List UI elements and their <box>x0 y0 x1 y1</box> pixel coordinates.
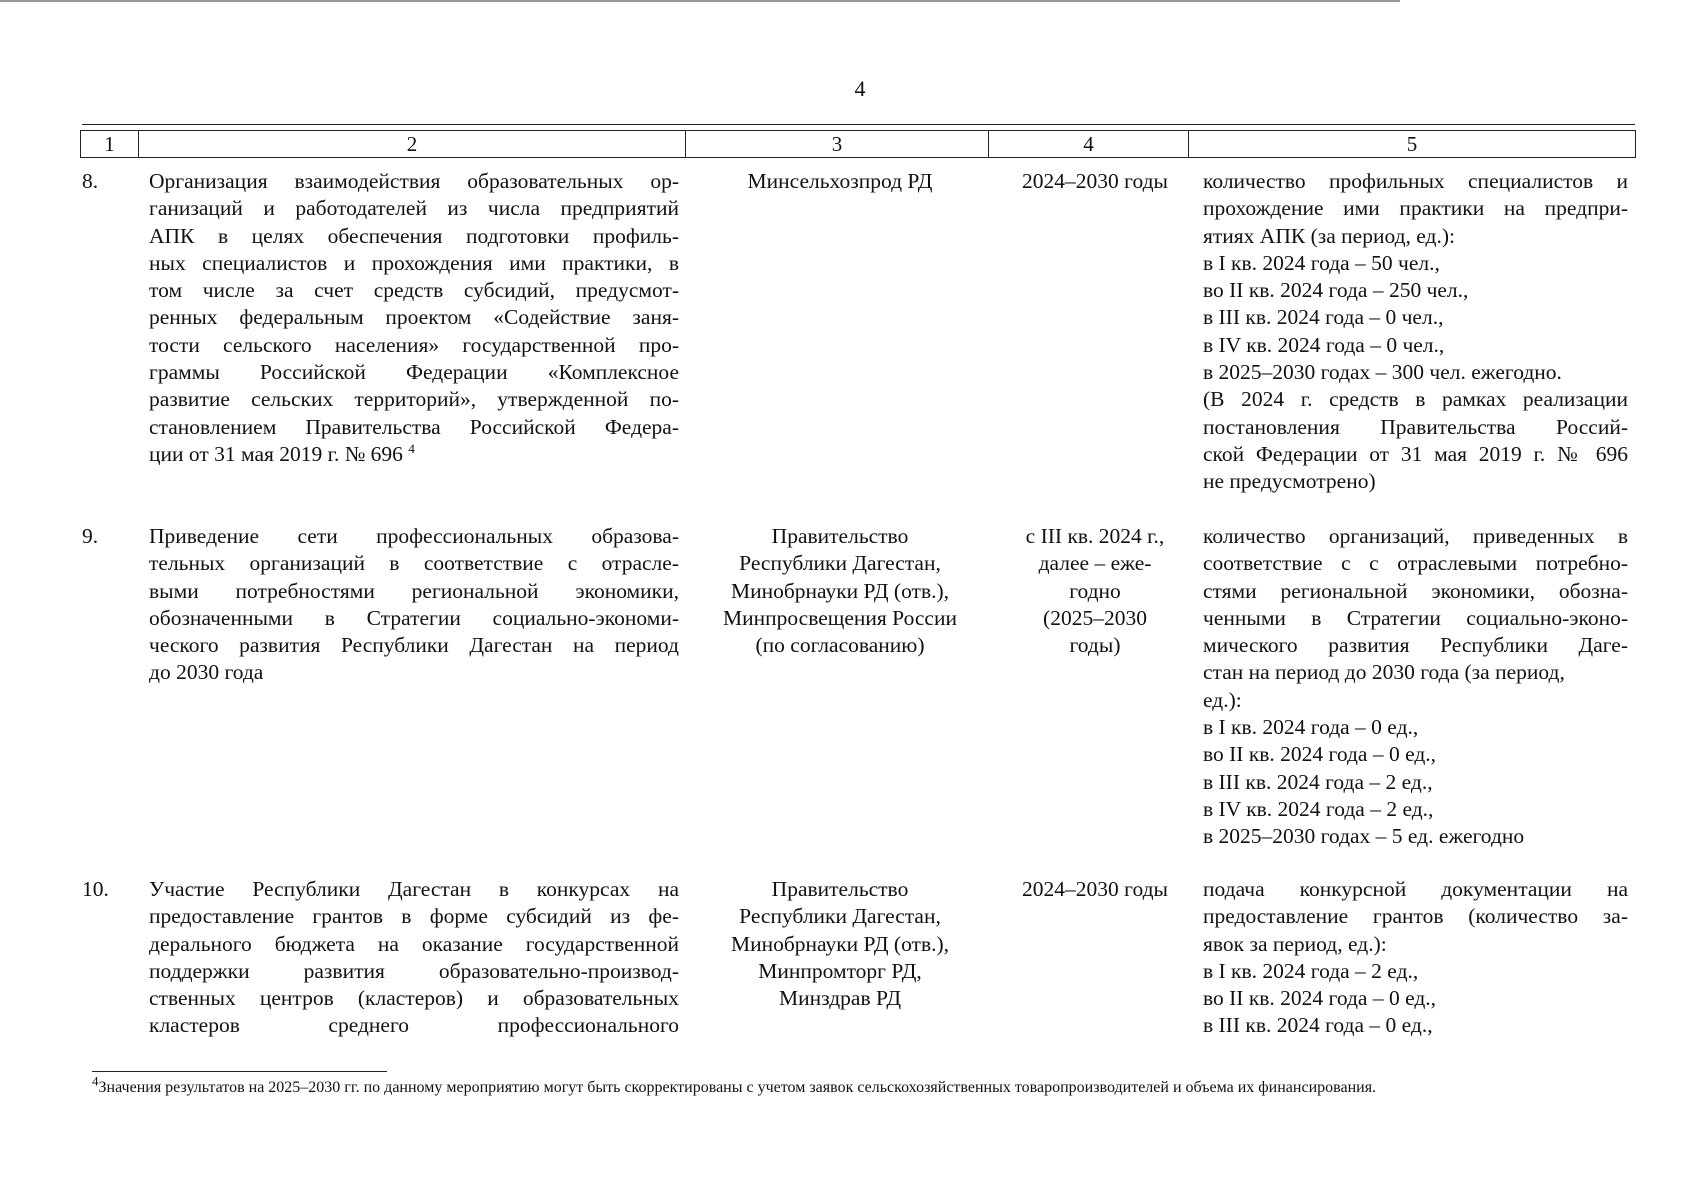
implementation-term <box>1000 168 1190 195</box>
text-line: соответствие с с отраслевыми потребно- <box>1203 551 1628 576</box>
table-header <box>80 130 1636 158</box>
text-line: Республики Дагестан, <box>739 551 941 576</box>
text-line: (В 2024 г. средств в рамках реализации <box>1203 387 1628 412</box>
text-line: ческого развития Республики Дагестан на период <box>149 633 679 658</box>
responsible-executors <box>690 876 990 1012</box>
scan-edge <box>0 0 1400 2</box>
result-indicator <box>1203 523 1628 851</box>
text-line-with-reference <box>149 441 679 468</box>
footnote-separator <box>92 1071 387 1072</box>
row-number: 10. <box>82 877 109 901</box>
text-line: ренных федеральным проектом «Содействие заня- <box>149 305 679 330</box>
text-line: прохождение ими практики на предпри- <box>1203 196 1628 221</box>
text-line: АПК в целях обеспечения подготовки профиль- <box>149 223 679 248</box>
text-line: обозначенными в Стратегии социально-экономи- <box>149 605 679 630</box>
text-line: 2024–2030 годы <box>1022 169 1168 193</box>
text-line: выми потребностями региональной экономики, <box>149 578 679 603</box>
footnote-marker: 4 <box>92 1073 99 1089</box>
text-line: Правительство <box>771 877 909 901</box>
text-line: Участие Республики Дагестан в конкурсах на <box>149 877 679 901</box>
text-line: постановления Правительства Россий- <box>1203 414 1628 439</box>
header-col-3: 3 <box>686 131 989 158</box>
text-line: ганизаций и работодателей из числа предприятий <box>149 196 679 221</box>
text-line: подача конкурсной документации на <box>1203 877 1628 901</box>
text-line: граммы Российской Федерации «Комплексное <box>149 360 679 385</box>
text-line: с III кв. 2024 г., <box>1025 524 1165 548</box>
text-line: тельных организаций в соответствие с отрасле- <box>149 551 679 576</box>
text-line: стями региональной экономики, обозна- <box>1203 578 1628 603</box>
text-line: во II кв. 2024 года – 0 ед., <box>1203 986 1437 1011</box>
measure-description <box>149 168 679 468</box>
text-line: годно <box>1069 578 1121 603</box>
row-number: 8. <box>82 169 99 193</box>
text-line: ской Федерации от 31 мая 2019 г. № 696 <box>1203 441 1628 466</box>
text-line: Минобрнауки РД (отв.), <box>730 578 950 603</box>
text-line: в I кв. 2024 года – 50 чел., <box>1203 250 1440 275</box>
text-line: количество организаций, приведенных в <box>1203 524 1628 548</box>
result-indicator <box>1203 168 1628 496</box>
text-line: стан на период до 2030 года (за период, <box>1203 660 1565 685</box>
header-col-4: 4 <box>989 131 1189 158</box>
text-line: ственных центров (кластеров) и образовательных <box>149 986 679 1011</box>
footnote-reference: 4 <box>408 440 415 456</box>
text-line: поддержки развития образовательно-производ- <box>149 958 679 983</box>
responsible-executors <box>690 523 990 659</box>
header-col-1: 1 <box>81 131 139 158</box>
text-line: в IV кв. 2024 года – 0 чел., <box>1203 332 1445 357</box>
implementation-term <box>1000 876 1190 903</box>
text-line: в 2025–2030 годах – 5 ед. ежегодно <box>1203 824 1525 849</box>
text-line: Организация взаимодействия образовательных ор- <box>149 169 679 193</box>
text-line: ченными в Стратегии социально-эконо- <box>1203 605 1628 630</box>
responsible-executors <box>690 168 990 195</box>
text-line: становлением Правительства Российской Федера- <box>149 414 679 439</box>
header-col-2: 2 <box>139 131 686 158</box>
text-line: Правительство <box>771 524 909 548</box>
text-line: Минздрав РД <box>779 986 901 1011</box>
text-line: дерального бюджета на оказание государственной <box>149 931 679 956</box>
text-line: (по согласованию) <box>755 633 925 658</box>
implementation-term <box>1000 523 1190 659</box>
text-line: развитие сельских территорий», утвержденной по- <box>149 387 679 412</box>
header-row <box>81 131 1636 158</box>
text-line: до 2030 года <box>149 660 264 685</box>
measure-description <box>149 523 679 687</box>
text-line: в IV кв. 2024 года – 2 ед., <box>1203 796 1434 821</box>
text-line: кластеров среднего профессионального <box>149 1013 679 1038</box>
text-line: Республики Дагестан, <box>739 904 941 929</box>
text-line: том числе за счет средств субсидий, предусмот- <box>149 278 679 303</box>
text-line: во II кв. 2024 года – 0 ед., <box>1203 742 1437 767</box>
text-line: ятиях АПК (за период, ед.): <box>1203 223 1455 248</box>
table-top-rule <box>82 124 1635 125</box>
text-line: предоставление грантов в форме субсидий из фе- <box>149 904 679 929</box>
text-line: Минпромторг РД, <box>758 958 922 983</box>
measure-description <box>149 876 679 1040</box>
footnote <box>92 1073 1637 1100</box>
page-number: 4 <box>854 76 866 101</box>
text-line: в I кв. 2024 года – 2 ед., <box>1203 958 1419 983</box>
text-line: количество профильных специалистов и <box>1203 169 1628 193</box>
text-line: мического развития Республики Даге- <box>1203 633 1628 658</box>
footnote-text: Значения результатов на 2025–2030 гг. по данному мероприятию могут быть скорректированы с учетом заявок сельскохозяйственных товаропроизводителей и объема их финансирования. <box>98 1079 1377 1096</box>
text-line: ед.): <box>1203 687 1242 712</box>
text-line: явок за период, ед.): <box>1203 931 1387 956</box>
text-line: в III кв. 2024 года – 0 ед., <box>1203 1013 1433 1038</box>
text-line: годы) <box>1069 633 1121 658</box>
text-line: Минсельхозпрод РД <box>747 169 933 193</box>
text-line: в 2025–2030 годах – 300 чел. ежегодно. <box>1203 360 1562 385</box>
header-col-5: 5 <box>1189 131 1636 158</box>
text-line: Минпросвещения России <box>723 605 957 630</box>
text-line: ных специалистов и прохождения ими практики, в <box>149 250 679 275</box>
text-line: далее – еже- <box>1038 551 1152 576</box>
text-line: тости сельского населения» государственной про- <box>149 332 679 357</box>
text-line: Минобрнауки РД (отв.), <box>730 931 950 956</box>
text-line: Приведение сети профессиональных образова- <box>149 524 679 548</box>
text-line: во II кв. 2024 года – 250 чел., <box>1203 278 1469 303</box>
result-indicator <box>1203 876 1628 1040</box>
text-line: (2025–2030 <box>1043 605 1147 630</box>
text-fragment: ции от 31 мая 2019 г. № 696 <box>149 441 403 466</box>
text-line: в III кв. 2024 года – 2 ед., <box>1203 769 1433 794</box>
text-line: в I кв. 2024 года – 0 ед., <box>1203 715 1419 740</box>
text-line: 2024–2030 годы <box>1022 877 1168 901</box>
text-line: не предусмотрено) <box>1203 469 1376 494</box>
text-line: в III кв. 2024 года – 0 чел., <box>1203 305 1444 330</box>
row-number: 9. <box>82 524 99 548</box>
text-line: предоставление грантов (количество за- <box>1203 904 1628 929</box>
